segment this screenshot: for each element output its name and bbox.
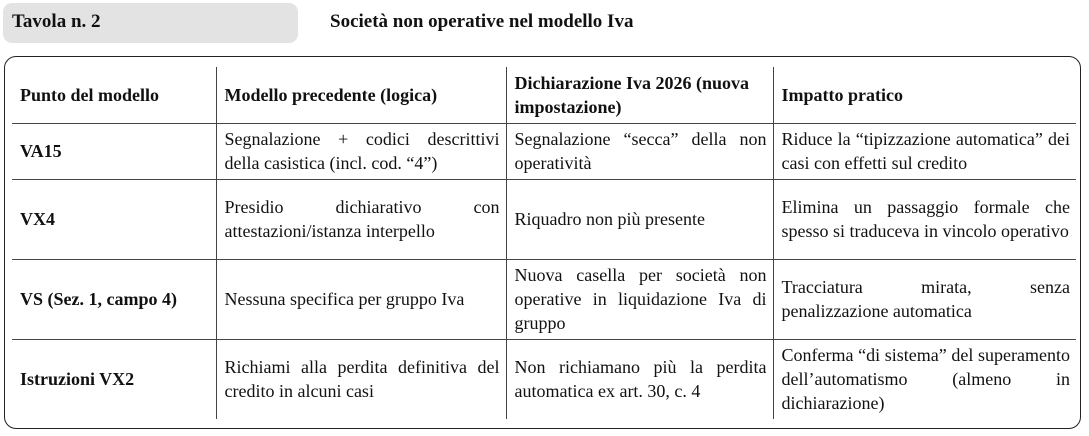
cell-punto: VX4 xyxy=(12,179,216,259)
table-row xyxy=(12,259,1076,339)
col-header-nuova: Dichiarazione Iva 2026 (nuova impostazione) xyxy=(506,67,773,123)
cell-punto: VS (Sez. 1, campo 4) xyxy=(12,259,216,339)
cell-precedente: Segnalazione + codici descrittivi della casistica (incl. cod. “4”) xyxy=(216,123,506,179)
cell-precedente: Nessuna specifica per gruppo Iva xyxy=(216,259,506,339)
table-number: Tavola n. 2 xyxy=(12,11,101,32)
cell-nuova: Segnalazione “secca” della non operatività xyxy=(506,123,773,179)
cell-nuova: Riquadro non più presente xyxy=(506,179,773,259)
table-title: Società non operative nel modello Iva xyxy=(330,11,634,32)
cell-impatto: Elimina un passaggio formale che spesso si traduceva in vincolo operativo xyxy=(773,179,1076,259)
cell-punto: Istruzioni VX2 xyxy=(12,339,216,419)
cell-precedente: Presidio dichiarativo con attestazioni/istanza interpello xyxy=(216,179,506,259)
table-row xyxy=(12,123,1076,179)
cell-punto: VA15 xyxy=(12,123,216,179)
cell-impatto: Riduce la “tipizzazione automatica” dei casi con effetti sul credito xyxy=(773,123,1076,179)
table-header-row xyxy=(12,67,1076,123)
cell-nuova: Non richiamano più la perdita automatica ex art. 30, c. 4 xyxy=(506,339,773,419)
col-header-punto: Punto del modello xyxy=(12,67,216,123)
cell-impatto: Conferma “di sistema” del superamento dell’automatismo (almeno in dichiarazione) xyxy=(773,339,1076,419)
cell-precedente: Richiami alla perdita definitiva del credito in alcuni casi xyxy=(216,339,506,419)
table-row xyxy=(12,179,1076,259)
cell-nuova: Nuova casella per società non operative in liquidazione Iva di gruppo xyxy=(506,259,773,339)
cell-impatto: Tracciatura mirata, senza penalizzazione automatica xyxy=(773,259,1076,339)
table-row xyxy=(12,339,1076,419)
col-header-precedente: Modello precedente (logica) xyxy=(216,67,506,123)
comparison-table xyxy=(12,67,1076,419)
col-header-impatto: Impatto pratico xyxy=(773,67,1076,123)
